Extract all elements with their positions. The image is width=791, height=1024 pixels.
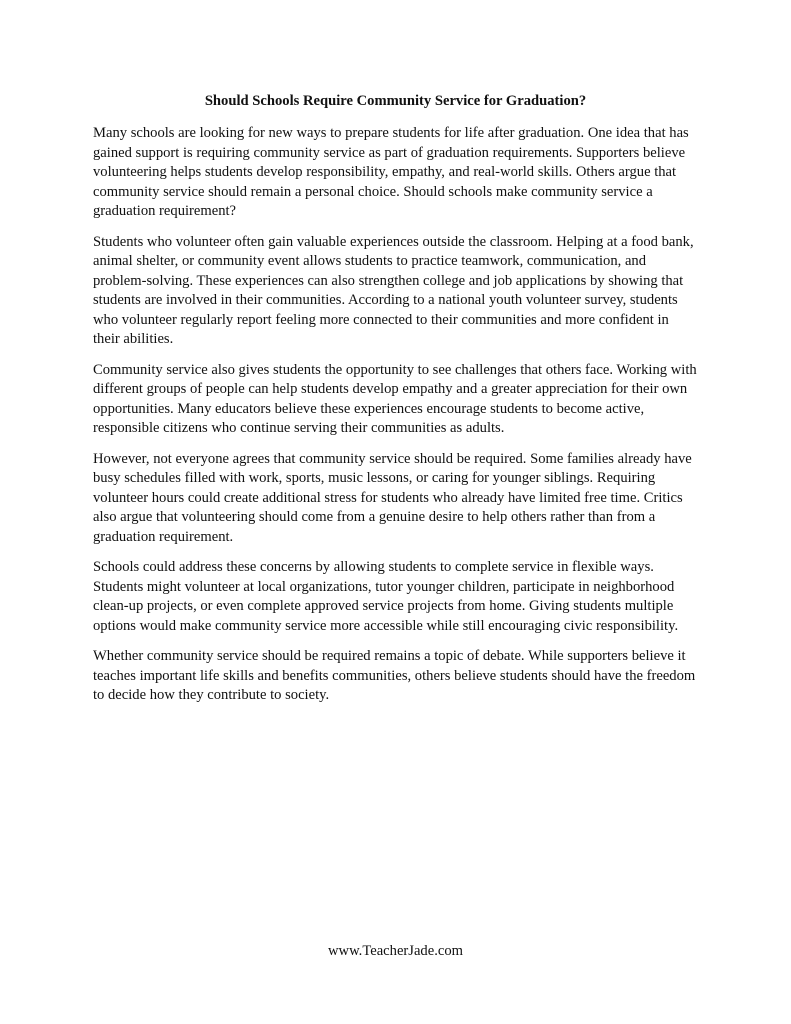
paragraph-benefits: Students who volunteer often gain valuable experiences outside the classroom. Helping at a food bank, animal shelter, or community event allows students to practice teamwork, communication, and problem-solving. These experiences can also strengthen college and job applications by showing that students are involved in their communities. According to a national youth volunteer survey, students who volunteer regularly report feeling more connected to their communities and more confident in their abilities.: [93, 233, 694, 347]
paragraph-conclusion: Whether community service should be required remains a topic of debate. While supporters believe it teaches important life skills and benefits communities, others believe students should have the freedom to decide how they contribute to society.: [93, 648, 696, 703]
page-title: Should Schools Require Community Service for Graduation?: [204, 93, 587, 109]
paragraph-empathy: Community service also gives students the opportunity to see challenges that others face. Working with different groups of people can help students develop empathy and a greater appreciation for their own opportunities. Many educators believe these experiences encourage students to become active, responsible citizens who continue serving their communities as adults.: [93, 361, 697, 436]
paragraph-counterargument: However, not everyone agrees that community service should be required. Some families already have busy schedules filled with work, sports, music lessons, or caring for younger siblings. Requiring volunteer hours could create additional stress for students who already have limited free time. Critics also argue that volunteering should come from a genuine desire to help others rather than from a graduation requirement.: [93, 450, 692, 545]
paragraph-intro: Many schools are looking for new ways to prepare students for life after graduation. One idea that has gained support is requiring community service as part of graduation requirements. Supporters believe volunteering helps students develop responsibility, empathy, and real-world skills. Others argue that community service should remain a personal choice. Should schools make community service a graduation requirement?: [93, 125, 689, 219]
footer-website: www.TeacherJade.com: [328, 943, 463, 959]
paragraph-solutions: Schools could address these concerns by allowing students to complete service in flexible ways. Students might volunteer at local organizations, tutor younger children, participate in neighborhood clean-up projects, or even complete approved service projects from home. Giving students multiple options would make community service more accessible while still encouraging civic responsibility.: [93, 559, 679, 634]
article-body: [93, 124, 699, 717]
